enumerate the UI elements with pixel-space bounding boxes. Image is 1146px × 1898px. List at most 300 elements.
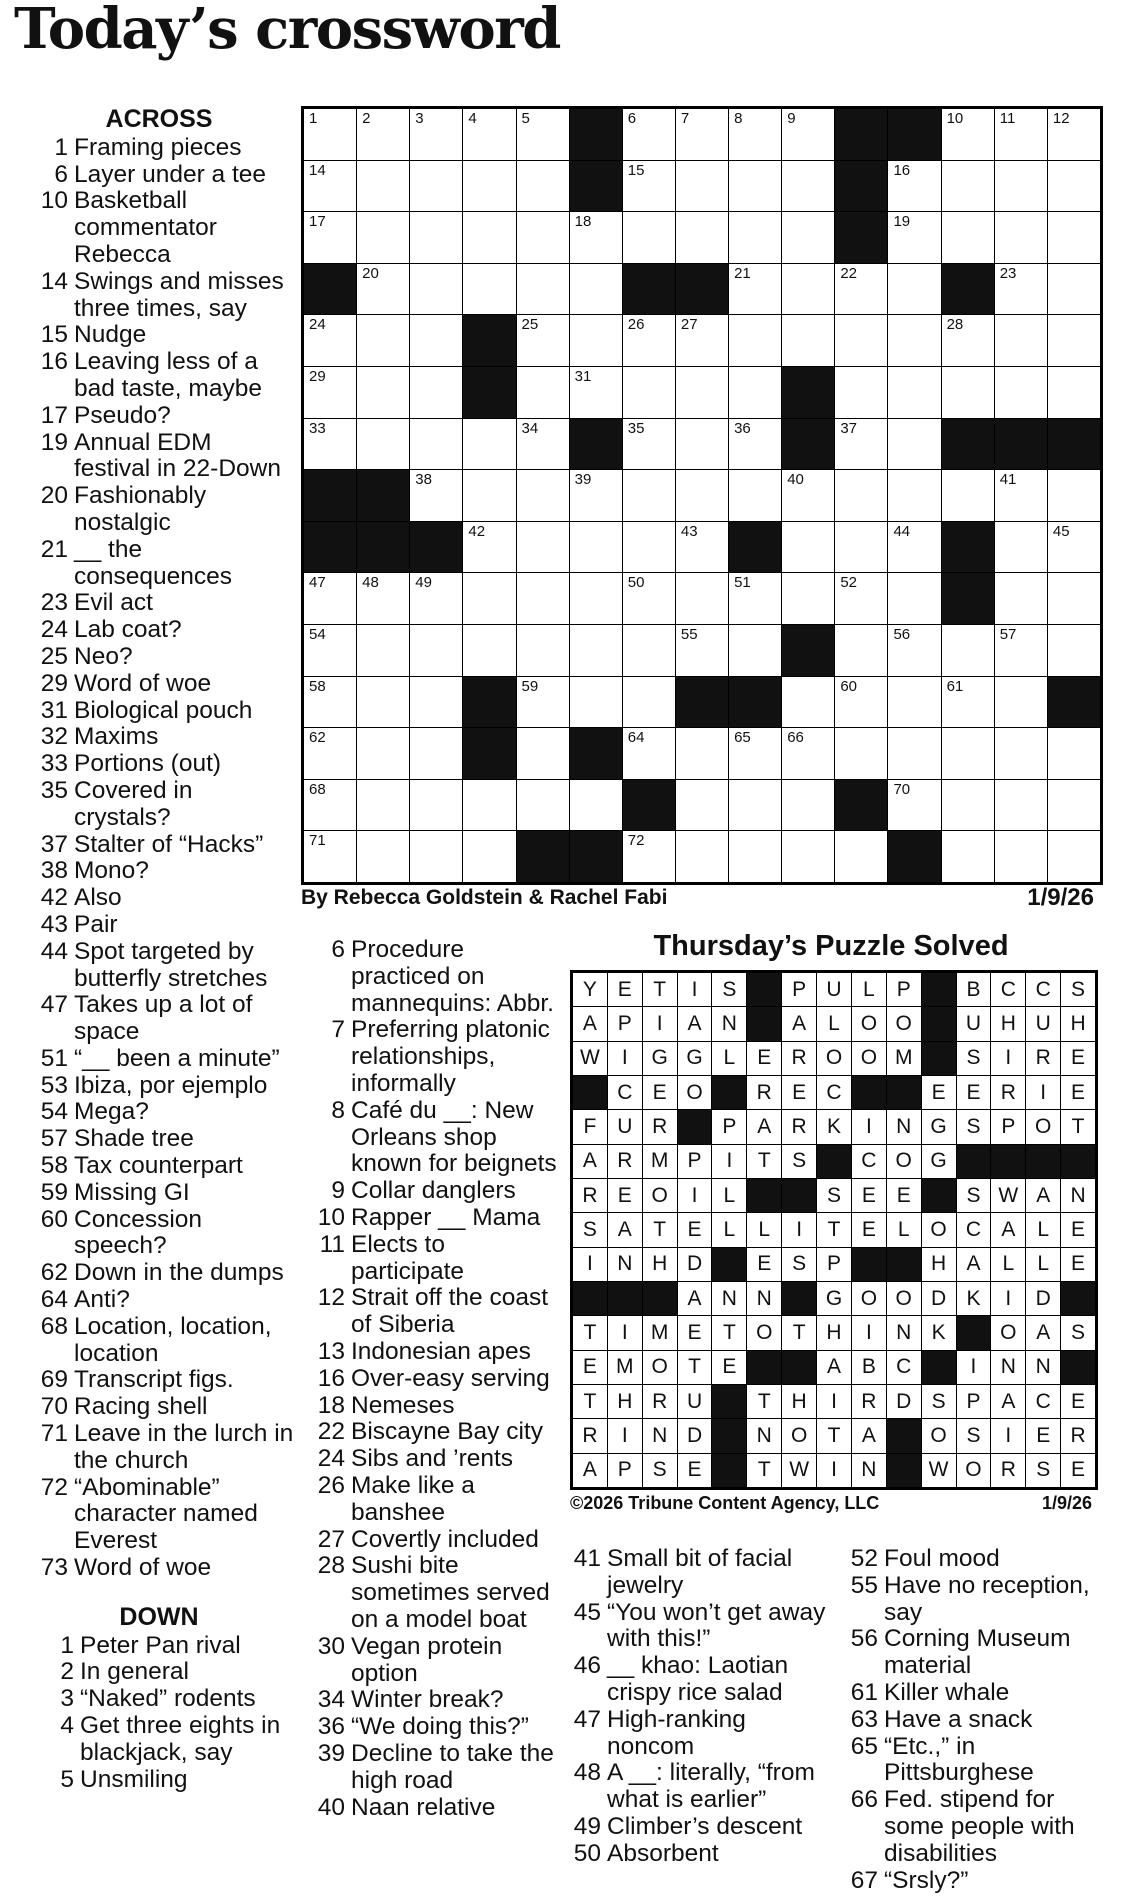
clue[interactable] [24,590,294,617]
grid-cell[interactable] [463,573,515,624]
clue-text: __ the consequences [74,535,233,590]
clue[interactable] [301,1366,557,1393]
grid-cell[interactable] [782,470,834,521]
clue[interactable] [24,912,294,939]
grid-cell[interactable] [995,264,1047,315]
grid-cell[interactable] [835,677,887,728]
grid-cell[interactable] [1048,109,1100,160]
grid-cell[interactable] [782,212,834,263]
clue[interactable] [840,1546,1102,1573]
grid-cell[interactable] [304,831,356,882]
grid-cell[interactable] [304,161,356,212]
clue[interactable] [24,1367,294,1394]
grid-cell[interactable] [304,728,356,779]
grid-cell[interactable] [1048,367,1100,418]
clue[interactable] [301,1687,557,1714]
clue[interactable] [568,1707,838,1761]
clue[interactable] [24,322,294,349]
grid-cell[interactable] [676,419,728,470]
grid-cell[interactable] [410,212,462,263]
grid-cell[interactable] [942,780,994,831]
grid-cell[interactable] [304,625,356,676]
grid-cell[interactable] [676,573,728,624]
grid-cell[interactable] [410,780,462,831]
grid-cell[interactable] [676,522,728,573]
solution-cell: E [1061,1042,1095,1075]
clue[interactable] [301,1017,557,1097]
grid-cell[interactable] [782,831,834,882]
grid-cell[interactable] [1048,212,1100,263]
grid-cell[interactable] [357,367,409,418]
clue-text: Pseudo? [74,401,171,429]
clue[interactable] [301,1741,557,1795]
grid-cell[interactable] [835,367,887,418]
grid-cell[interactable] [835,522,887,573]
grid-cell[interactable] [410,264,462,315]
grid-cell[interactable] [623,470,675,521]
grid-cell[interactable] [942,315,994,366]
clue-number: 16 [40,348,68,376]
grid-cell[interactable] [676,315,728,366]
grid-cell[interactable] [304,109,356,160]
grid-cell[interactable] [410,573,462,624]
grid-cell[interactable] [1048,728,1100,779]
grid-cell[interactable] [357,625,409,676]
solution-cell: S [782,1145,816,1178]
grid-cell[interactable] [517,677,569,728]
grid-cell[interactable] [942,625,994,676]
grid-cell[interactable] [623,419,675,470]
grid-cell[interactable] [623,831,675,882]
grid-cell[interactable] [676,728,728,779]
solution-cell: P [957,1385,991,1418]
solution-block [1026,1145,1060,1178]
grid-cell[interactable] [357,677,409,728]
grid-cell[interactable] [304,315,356,366]
grid-cell[interactable] [570,212,622,263]
clue[interactable] [24,162,294,189]
grid-cell[interactable] [410,367,462,418]
grid-cell[interactable] [570,780,622,831]
grid-cell[interactable] [835,573,887,624]
grid-cell[interactable] [304,212,356,263]
grid-cell[interactable] [888,677,940,728]
grid-cell[interactable] [517,573,569,624]
clue[interactable] [24,644,294,671]
clue[interactable] [301,1339,557,1366]
grid-cell[interactable] [729,831,781,882]
grid-cell[interactable] [570,470,622,521]
grid-cell[interactable] [410,161,462,212]
grid-cell[interactable] [570,315,622,366]
grid-cell[interactable] [888,728,940,779]
solution-cell: S [573,1213,607,1246]
grid-cell[interactable] [729,470,781,521]
clue[interactable] [24,832,294,859]
clue[interactable] [24,1126,294,1153]
grid-cell[interactable] [782,315,834,366]
grid-cell[interactable] [995,161,1047,212]
grid-cell[interactable] [623,315,675,366]
grid-cell[interactable] [942,677,994,728]
grid-cell[interactable] [676,212,728,263]
grid-cell[interactable] [942,831,994,882]
clue[interactable] [840,1626,1102,1680]
clue-text: Elects to participate [351,1230,465,1285]
grid-cell[interactable] [463,625,515,676]
clue[interactable] [301,1393,557,1420]
solution-cell: A [678,1007,712,1040]
clue[interactable] [24,1767,294,1794]
grid-cell[interactable] [463,470,515,521]
grid-cell[interactable] [304,573,356,624]
clue[interactable] [840,1573,1102,1627]
grid-cell[interactable] [357,315,409,366]
grid-cell[interactable] [835,728,887,779]
clue[interactable] [24,1207,294,1261]
clue[interactable] [840,1868,1102,1895]
grid-cell[interactable] [410,625,462,676]
grid-cell[interactable] [463,161,515,212]
clue[interactable] [301,1232,557,1286]
grid-cell[interactable] [570,625,622,676]
clue[interactable] [840,1680,1102,1707]
grid-cell[interactable] [463,419,515,470]
grid-cell[interactable] [782,522,834,573]
clue[interactable] [24,1421,294,1475]
grid-block [835,780,887,831]
grid-cell[interactable] [570,573,622,624]
grid-cell[interactable] [995,470,1047,521]
clue[interactable] [24,349,294,403]
clue[interactable] [24,403,294,430]
clue[interactable] [840,1734,1102,1788]
grid-cell[interactable] [517,780,569,831]
grid-cell[interactable] [357,161,409,212]
grid-cell[interactable] [729,315,781,366]
grid-cell[interactable] [517,367,569,418]
grid-cell[interactable] [1048,625,1100,676]
puzzle-date: 1/9/26 [1027,884,1094,911]
clue[interactable] [24,1394,294,1421]
grid-cell[interactable] [410,109,462,160]
grid-cell[interactable] [304,367,356,418]
grid-cell[interactable] [676,367,728,418]
clue[interactable] [24,1046,294,1073]
grid-cell[interactable] [623,728,675,779]
grid-cell[interactable] [517,212,569,263]
grid-cell[interactable] [995,367,1047,418]
clue[interactable] [301,1714,557,1741]
grid-cell[interactable] [623,677,675,728]
clue[interactable] [301,1553,557,1633]
clue[interactable] [24,188,294,268]
grid-cell[interactable] [782,677,834,728]
clue[interactable] [301,1527,557,1554]
grid-cell[interactable] [1048,315,1100,366]
clue-text: High-ranking noncom [607,1705,746,1760]
grid-cell[interactable] [888,470,940,521]
grid-cell[interactable] [729,161,781,212]
grid-cell[interactable] [729,728,781,779]
grid-cell[interactable] [1048,161,1100,212]
clue[interactable] [840,1787,1102,1867]
grid-cell[interactable] [623,161,675,212]
grid-cell[interactable] [995,109,1047,160]
clue[interactable] [24,939,294,993]
grid-cell[interactable] [888,161,940,212]
clue[interactable] [301,1285,557,1339]
grid-cell[interactable] [942,728,994,779]
grid-cell[interactable] [995,315,1047,366]
clue[interactable] [24,1287,294,1314]
grid-cell[interactable] [995,831,1047,882]
grid-cell[interactable] [1048,522,1100,573]
grid-cell[interactable] [357,831,409,882]
clue[interactable] [301,1419,557,1446]
grid-cell[interactable] [304,677,356,728]
grid-cell[interactable] [888,625,940,676]
grid-cell[interactable] [676,831,728,882]
grid-block [304,522,356,573]
grid-cell[interactable] [942,470,994,521]
grid-cell[interactable] [676,625,728,676]
grid-cell[interactable] [942,212,994,263]
clue[interactable] [24,430,294,484]
grid-cell[interactable] [1048,470,1100,521]
grid-cell[interactable] [995,728,1047,779]
grid-cell[interactable] [995,677,1047,728]
grid-cell[interactable] [623,522,675,573]
clue[interactable] [24,1153,294,1180]
clue[interactable] [24,1073,294,1100]
grid-cell[interactable] [410,315,462,366]
clue[interactable] [568,1760,838,1814]
clue[interactable] [568,1546,838,1600]
grid-cell[interactable] [1048,573,1100,624]
grid-cell[interactable] [995,522,1047,573]
cell-number: 23 [999,264,1017,282]
clue[interactable] [568,1653,838,1707]
grid-cell[interactable] [729,367,781,418]
clue[interactable] [24,885,294,912]
cell-number: 50 [627,574,645,592]
grid-cell[interactable] [304,780,356,831]
solution-cell: H [1061,1007,1095,1040]
grid-cell[interactable] [729,109,781,160]
clue-number: 61 [850,1678,878,1706]
grid-cell[interactable] [570,522,622,573]
clue[interactable] [568,1841,838,1868]
grid-cell[interactable] [676,780,728,831]
grid-cell[interactable] [463,109,515,160]
grid-cell[interactable] [517,315,569,366]
grid-cell[interactable] [463,522,515,573]
grid-cell[interactable] [888,573,940,624]
clue[interactable] [24,1260,294,1287]
grid-cell[interactable] [570,264,622,315]
grid-cell[interactable] [357,109,409,160]
clue-number: 38 [40,857,68,885]
clue[interactable] [568,1600,838,1654]
crossword-grid[interactable] [301,106,1103,885]
clue[interactable] [301,1446,557,1473]
clue[interactable] [24,1659,294,1686]
clue[interactable] [301,937,557,1017]
grid-cell[interactable] [729,780,781,831]
grid-cell[interactable] [835,419,887,470]
grid-cell[interactable] [995,625,1047,676]
grid-cell[interactable] [410,728,462,779]
grid-cell[interactable] [942,367,994,418]
grid-cell[interactable] [623,367,675,418]
grid-cell[interactable] [623,212,675,263]
grid-cell[interactable] [729,419,781,470]
grid-cell[interactable] [357,728,409,779]
clue[interactable] [24,992,294,1046]
grid-cell[interactable] [835,625,887,676]
grid-cell[interactable] [357,264,409,315]
grid-cell[interactable] [782,728,834,779]
grid-cell[interactable] [304,419,356,470]
clue[interactable] [301,1795,557,1822]
grid-cell[interactable] [517,161,569,212]
grid-cell[interactable] [1048,264,1100,315]
grid-cell[interactable] [729,264,781,315]
clue[interactable] [24,671,294,698]
clue[interactable] [24,1713,294,1767]
solution-cell: K [817,1110,851,1143]
clue[interactable] [301,1098,557,1178]
grid-cell[interactable] [1048,831,1100,882]
grid-cell[interactable] [357,780,409,831]
clue-number: 33 [40,750,68,778]
clue[interactable] [24,1475,294,1555]
solution-cell: O [782,1419,816,1452]
grid-cell[interactable] [888,367,940,418]
clue[interactable] [24,698,294,725]
grid-cell[interactable] [623,573,675,624]
grid-cell[interactable] [463,780,515,831]
grid-cell[interactable] [995,573,1047,624]
clue[interactable] [24,269,294,323]
grid-cell[interactable] [835,315,887,366]
clue-text: Neo? [74,642,133,670]
grid-cell[interactable] [676,470,728,521]
clue[interactable] [301,1473,557,1527]
clue[interactable] [301,1205,557,1232]
grid-cell[interactable] [888,780,940,831]
grid-cell[interactable] [729,212,781,263]
clue[interactable] [24,1180,294,1207]
solution-block [643,1282,677,1315]
grid-cell[interactable] [888,419,940,470]
clue-number: 65 [850,1732,878,1760]
solution-cell: U [817,973,851,1006]
grid-cell[interactable] [782,573,834,624]
grid-cell[interactable] [782,780,834,831]
grid-cell[interactable] [782,109,834,160]
grid-cell[interactable] [729,573,781,624]
grid-cell[interactable] [995,780,1047,831]
grid-cell[interactable] [888,522,940,573]
grid-cell[interactable] [623,109,675,160]
grid-cell[interactable] [835,264,887,315]
grid-cell[interactable] [463,831,515,882]
grid-cell[interactable] [570,677,622,728]
grid-cell[interactable] [517,419,569,470]
grid-cell[interactable] [835,470,887,521]
grid-cell[interactable] [1048,780,1100,831]
grid-cell[interactable] [357,419,409,470]
grid-cell[interactable] [888,264,940,315]
grid-cell[interactable] [357,212,409,263]
grid-cell[interactable] [517,522,569,573]
grid-cell[interactable] [517,728,569,779]
grid-cell[interactable] [888,315,940,366]
grid-cell[interactable] [517,109,569,160]
grid-cell[interactable] [463,212,515,263]
clue[interactable] [24,858,294,885]
grid-cell[interactable] [942,109,994,160]
clue[interactable] [24,1314,294,1368]
clue[interactable] [840,1707,1102,1734]
grid-cell[interactable] [942,161,994,212]
grid-cell[interactable] [782,161,834,212]
grid-cell[interactable] [676,109,728,160]
grid-cell[interactable] [410,677,462,728]
grid-cell[interactable] [357,573,409,624]
grid-cell[interactable] [517,264,569,315]
grid-cell[interactable] [410,470,462,521]
clue[interactable] [568,1814,838,1841]
clue[interactable] [24,751,294,778]
clue[interactable] [301,1178,557,1205]
solution-cell: P [817,1248,851,1281]
grid-cell[interactable] [463,264,515,315]
clue[interactable] [24,537,294,591]
grid-cell[interactable] [570,367,622,418]
grid-cell[interactable] [410,831,462,882]
solution-grid [570,970,1098,1490]
clue-number: 42 [40,884,68,912]
grid-cell[interactable] [888,212,940,263]
solution-cell: A [782,1007,816,1040]
clue[interactable] [301,1634,557,1688]
clue[interactable] [24,617,294,644]
grid-cell[interactable] [623,625,675,676]
clue[interactable] [24,1099,294,1126]
clue[interactable] [24,1555,294,1582]
clue[interactable] [24,483,294,537]
grid-cell[interactable] [517,470,569,521]
clue[interactable] [24,1686,294,1713]
cell-number: 60 [840,677,858,695]
grid-cell[interactable] [729,625,781,676]
grid-cell[interactable] [517,625,569,676]
grid-cell[interactable] [782,264,834,315]
clue[interactable] [24,724,294,751]
grid-cell[interactable] [676,161,728,212]
grid-cell[interactable] [835,831,887,882]
grid-cell[interactable] [410,419,462,470]
clue[interactable] [24,778,294,832]
cell-number: 70 [893,780,911,798]
solution-cell: U [1026,1007,1060,1040]
grid-cell[interactable] [995,212,1047,263]
clue[interactable] [24,1633,294,1660]
clue[interactable] [24,135,294,162]
